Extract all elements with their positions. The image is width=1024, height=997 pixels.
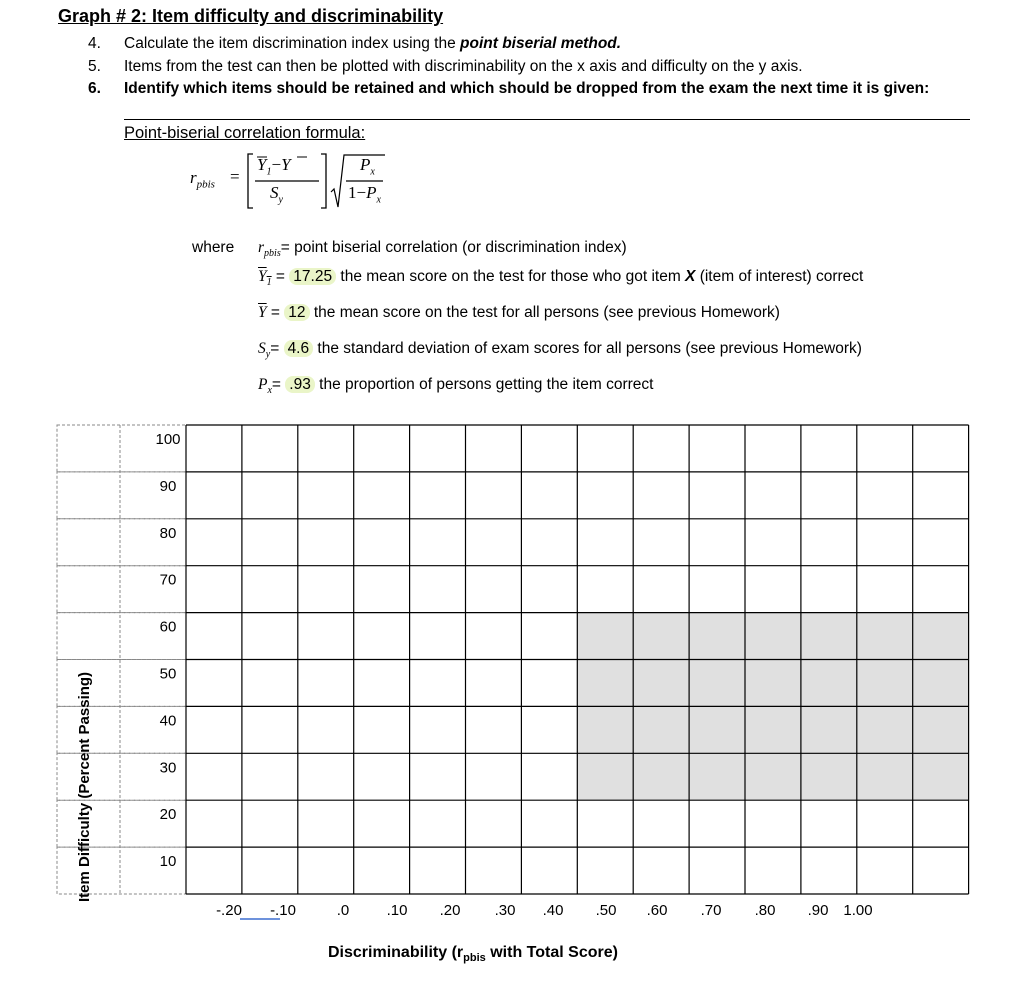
formula-px-sub: x	[370, 166, 375, 178]
formula-title: Point-biserial correlation formula:	[124, 124, 366, 142]
x-tick-label: -.20	[216, 902, 242, 919]
symbol-p: P	[258, 376, 268, 393]
where-em: X	[685, 268, 696, 285]
y-tick-label: 30	[159, 759, 177, 777]
where-desc: the mean score on the test for those who got item	[336, 268, 686, 285]
x-tick-label: .10	[386, 902, 408, 919]
formula-r: r	[190, 168, 197, 187]
where-eq: =	[266, 304, 285, 321]
x-tick-label: .20	[439, 902, 461, 919]
where-eq: =	[271, 268, 290, 285]
x-tick-label: .70	[700, 902, 722, 919]
formula-y: Y	[281, 155, 291, 174]
where-desc: point biserial correlation (or discrimination index)	[289, 239, 627, 256]
value-sy-highlight[interactable]: 4.6	[284, 340, 314, 357]
where-desc: the proportion of persons getting the item correct	[314, 376, 654, 393]
symbol-r: r	[258, 239, 265, 256]
y-tick-label: 80	[159, 524, 177, 542]
value-y1-highlight[interactable]: 17.25	[289, 268, 336, 285]
y-tick-label: 20	[159, 806, 177, 824]
x-tick-label: 1.00	[843, 902, 873, 919]
y-tick-label: 40	[159, 712, 177, 730]
where-eq: =	[270, 340, 284, 357]
y-tick-label: 50	[159, 665, 177, 683]
y-tick-label: 60	[159, 618, 177, 636]
y-tick-label: 70	[159, 571, 177, 589]
x-tick-label: -.10	[270, 902, 296, 919]
x-tick-label: .60	[646, 902, 668, 919]
where-desc: the standard deviation of exam scores for all persons (see previous Homework)	[313, 340, 862, 357]
symbol-p-sub: x	[267, 385, 272, 397]
formula-minus: −	[271, 155, 282, 174]
x-tick-label: .30	[494, 902, 516, 919]
y-tick-label: 100	[155, 431, 181, 448]
formula-y1: Y	[257, 155, 267, 174]
formula-one-minus: 1−	[348, 183, 367, 202]
value-px-highlight[interactable]: .93	[285, 376, 315, 393]
formula-px: P	[360, 155, 371, 174]
x-tick-label: .40	[542, 902, 564, 919]
x-tick-label: .90	[807, 902, 829, 919]
formula-s-sub: y	[278, 194, 283, 206]
instruction-text-part: Calculate the item discrimination index using the	[124, 35, 461, 52]
page-title: Graph # 2: Item difficulty and discriminability	[58, 6, 444, 26]
instruction-number: 6.	[88, 80, 101, 97]
y-axis-title: Item Difficulty (Percent Passing)	[76, 671, 93, 902]
where-desc: the mean score on the test for all persons (see previous Homework)	[309, 304, 780, 321]
formula-equals: =	[230, 167, 240, 186]
formula-y1-sub: 1	[266, 166, 272, 178]
x-axis-title-r-letter: r	[456, 944, 464, 961]
value-ybar-highlight[interactable]: 12	[284, 304, 309, 321]
instruction-text: Identify which items should be retained and which should be dropped from the exam the next time it is given:	[124, 80, 930, 97]
instruction-emphasis: point biserial method.	[460, 35, 622, 52]
x-axis-title-pre: Discriminability (	[328, 944, 457, 961]
x-axis-title-r-sub: pbis	[463, 952, 486, 965]
symbol-y1: Y	[258, 268, 267, 285]
formula-px2-sub: x	[376, 194, 381, 206]
formula-px2: P	[366, 183, 377, 202]
where-desc-post: (item of interest) correct	[695, 268, 864, 285]
x-axis-title	[328, 944, 618, 964]
y-tick-label: 10	[159, 853, 177, 871]
x-axis-title-r	[456, 944, 486, 965]
where-eq: =	[280, 239, 290, 256]
symbol-s: S	[258, 340, 266, 357]
where-label: where	[192, 239, 235, 256]
formula-s: S	[270, 183, 279, 202]
formula-r-sub: pbis	[196, 178, 215, 191]
symbol-ybar: $\overline{Y}$	[258, 304, 267, 321]
symbol-s-sub: y	[265, 349, 271, 361]
instruction-number: 4.	[88, 35, 101, 52]
instruction-text: Items from the test can then be plotted with discriminability on the x axis and difficulty on the y axis.	[124, 58, 803, 75]
x-tick-label: .0	[336, 902, 350, 919]
instruction-number: 5.	[88, 58, 101, 75]
where-eq: =	[271, 376, 286, 393]
symbol-y1-sub: 1	[266, 277, 272, 289]
symbol-r-sub: pbis	[264, 248, 281, 260]
y-tick-label: 90	[159, 477, 177, 495]
x-tick-label: .50	[595, 902, 617, 919]
x-tick-label: .80	[754, 902, 776, 919]
x-axis-title-post: with Total Score)	[485, 944, 618, 961]
